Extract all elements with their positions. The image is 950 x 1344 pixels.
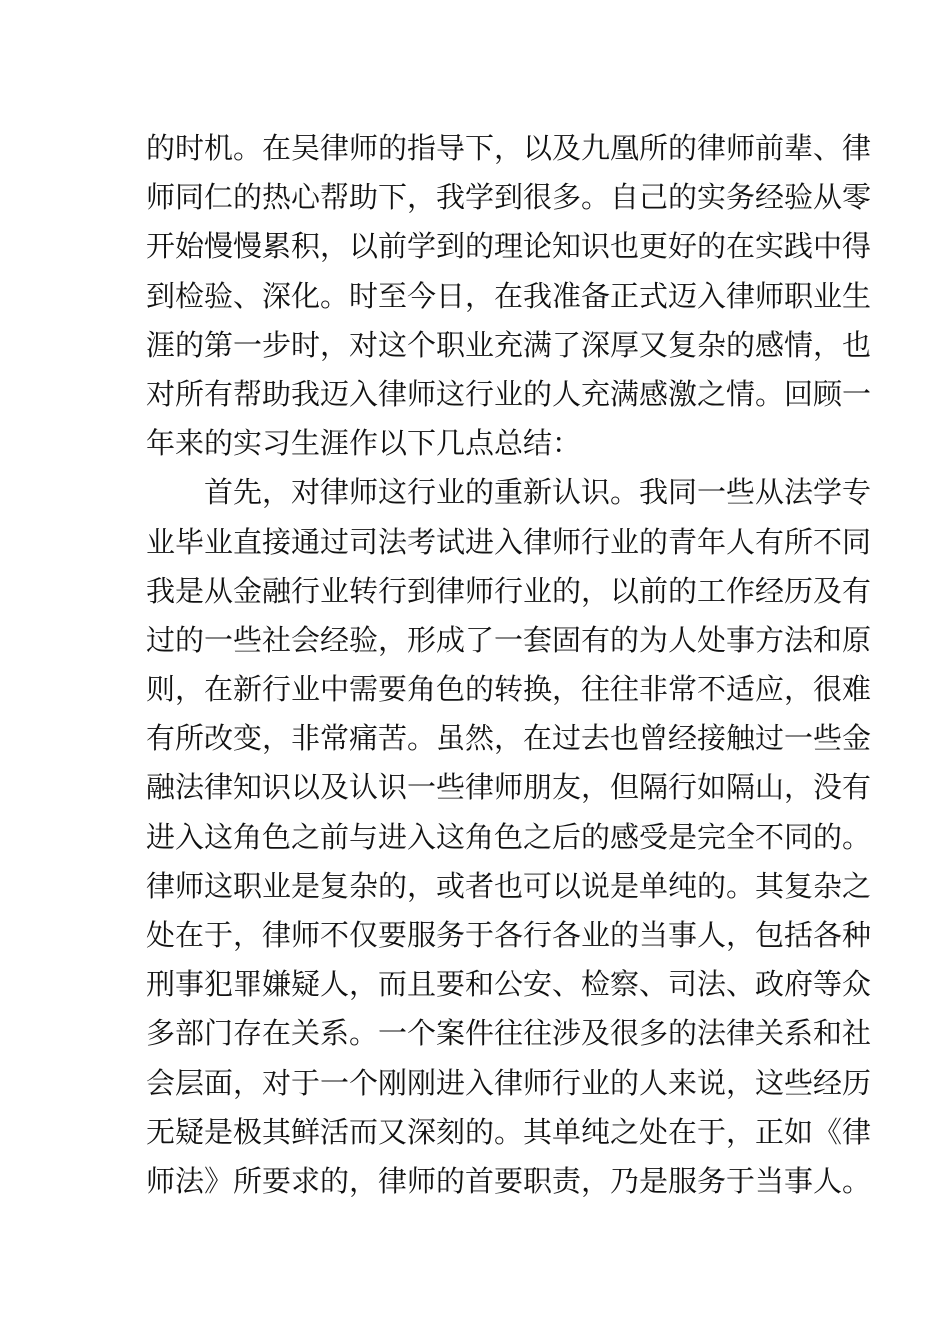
text-line: 过的一些社会经验，形成了一套固有的为人处事方法和原 bbox=[146, 622, 872, 657]
text-line: 则，在新行业中需要角色的转换，往往非常不适应，很难 bbox=[146, 672, 872, 707]
text-line: 开始慢慢累积，以前学到的理论知识也更好的在实践中得 bbox=[146, 229, 872, 264]
text-line: 首先，对律师这行业的重新认识。我同一些从法学专 bbox=[204, 475, 872, 510]
text-line: 多部门存在关系。一个案件往往涉及很多的法律关系和社 bbox=[146, 1016, 872, 1051]
text-line: 年来的实习生涯作以下几点总结： bbox=[146, 426, 582, 461]
body-text bbox=[146, 124, 872, 1206]
text-line: 我是从金融行业转行到律师行业的，以前的工作经历及有 bbox=[146, 573, 872, 608]
text-line: 业毕业直接通过司法考试进入律师行业的青年人有所不同 bbox=[146, 524, 872, 559]
text-line: 的时机。在吴律师的指导下，以及九凰所的律师前辈、律 bbox=[146, 131, 872, 165]
text-line: 无疑是极其鲜活而又深刻的。其单纯之处在于，正如《律 bbox=[146, 1114, 872, 1149]
text-line: 融法律知识以及认识一些律师朋友，但隔行如隔山，没有 bbox=[146, 770, 872, 805]
text-line: 刑事犯罪嫌疑人，而且要和公安、检察、司法、政府等众 bbox=[146, 967, 872, 1002]
text-line: 处在于，律师不仅要服务于各行各业的当事人，包括各种 bbox=[146, 918, 872, 952]
text-line: 进入这角色之前与进入这角色之后的感受是完全不同的。 bbox=[146, 819, 872, 854]
text-line: 律师这职业是复杂的，或者也可以说是单纯的。其复杂之 bbox=[146, 868, 872, 903]
text-line: 有所改变，非常痛苦。虽然，在过去也曾经接触过一些金 bbox=[146, 721, 872, 756]
text-line: 到检验、深化。时至今日，在我准备正式迈入律师职业生 bbox=[146, 278, 872, 313]
text-line: 会层面，对于一个刚刚进入律师行业的人来说，这些经历 bbox=[146, 1065, 872, 1100]
text-line: 师法》所要求的，律师的首要职责，乃是服务于当事人。 bbox=[146, 1163, 872, 1198]
text-line: 师同仁的热心帮助下，我学到很多。自己的实务经验从零 bbox=[146, 180, 872, 215]
text-line: 涯的第一步时，对这个职业充满了深厚又复杂的感情，也 bbox=[146, 327, 872, 362]
text-line: 对所有帮助我迈入律师这行业的人充满感激之情。回顾一 bbox=[146, 376, 872, 411]
